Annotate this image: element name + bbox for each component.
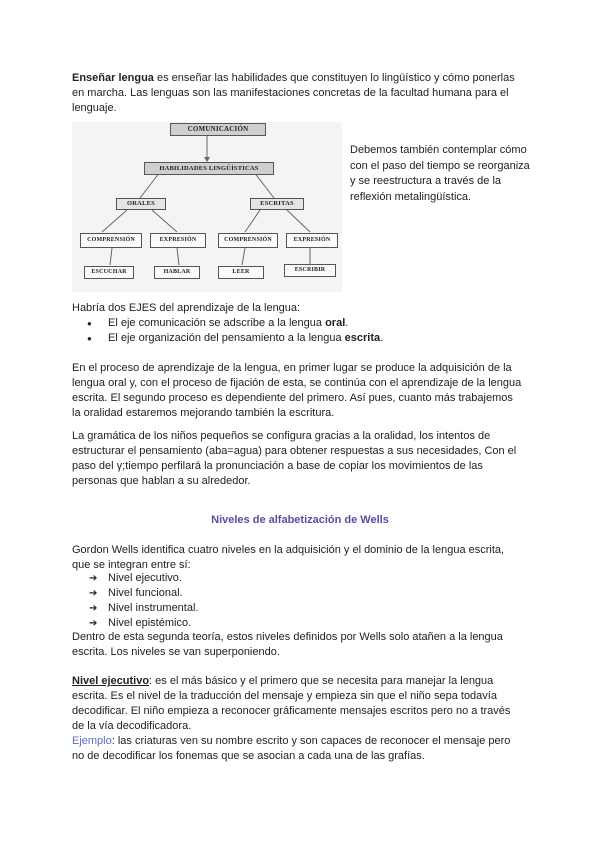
ejecutivo-paragraph: Nivel ejecutivo: es el más básico y el primero que se necesita para manejar la lengua escrita. Es el nivel de la traducción del mensaje y empieza sin que el niño sepa todavía decodificar. El niño empieza a reconocer gráficamente mensajes escritos pero no a través de la vía decodificadora. Ejemplo: las criaturas ven su nombre escrito y son capaces de reconocer el mensaje pero no de decodificar los fonemas que se asocian a cada una de las grafías. (72, 675, 511, 762)
wells-levels-list (72, 571, 198, 631)
list-item: ➔ Nivel epistémico. (72, 616, 198, 631)
intro-term: Enseñar lengua (72, 72, 154, 84)
box-expresion-escrita: EXPRESIÓN (286, 233, 338, 248)
box-hablar: HABLAR (154, 266, 200, 279)
ejecutivo-term: Nivel ejecutivo (72, 675, 150, 687)
box-habilidades: HABILIDADES LINGÜÍSTICAS (144, 162, 274, 175)
box-escribir: ESCRIBIR (284, 264, 336, 277)
intro-text: es enseñar las habilidades que constituyen lo lingüístico y cómo ponerlas en marcha. Las lenguas son las manifestaciones concretas de la facultad humana para el lenguaje. (72, 72, 515, 114)
section-heading: Niveles de alfabetización de Wells (211, 514, 389, 526)
proceso-paragraph: En el proceso de aprendizaje de la lengua, en primer lugar se produce la adquisición de la lengua oral y, con el proceso de fijación de esta, se continúa con el aprendizaje de la lengua escrita. El segundo proceso es dependiente del primero. Así pues, cuanto más trabajemos la oralidad estaremos mejorando también la escritura. (72, 362, 522, 419)
intro-paragraph (72, 71, 522, 116)
box-escuchar: ESCUCHAR (84, 266, 134, 279)
list-item: ➔ Nivel ejecutivo. (72, 571, 198, 586)
list-item: ● El eje comunicación se adscribe a la lengua oral. (72, 316, 383, 331)
box-comprension-escrita: COMPRENSIÓN (218, 233, 278, 248)
list-item: ● El eje organización del pensamiento a la lengua escrita. (72, 331, 383, 346)
box-orales: ORALES (116, 198, 166, 210)
wells-after: Dentro de esta segunda teoría, estos niveles definidos por Wells solo atañen a la lengua escrita. Los niveles se van superponiendo. (72, 631, 503, 658)
list-item: ➔ Nivel funcional. (72, 586, 198, 601)
box-leer: LEER (218, 266, 264, 279)
box-expresion-oral: EXPRESIÓN (150, 233, 206, 248)
ejes-intro: Habría dos EJES del aprendizaje de la lengua: (72, 302, 301, 314)
box-comunicacion: COMUNICACIÓN (170, 123, 266, 136)
communication-diagram (72, 122, 342, 292)
list-item: ➔ Nivel instrumental. (72, 601, 198, 616)
ejes-list (72, 316, 383, 346)
wells-intro: Gordon Wells identifica cuatro niveles en la adquisición y el dominio de la lengua escrita, que se integran entre sí: (72, 544, 505, 571)
box-escritas: ESCRITAS (250, 198, 304, 210)
box-comprension-oral: COMPRENSIÓN (80, 233, 142, 248)
gramatica-paragraph: La gramática de los niños pequeños se configura gracias a la oralidad, los intentos de estructurar el pensamiento (aba=agua) para obtener respuestas a sus necesidades, Con el paso del γ;tiempo perfilará la pronunciación a base de copiar los movimientos de las personas que hablan a su alrededor. (72, 430, 517, 487)
side-note: Debemos también contemplar cómo con el paso del tiempo se reorganiza y se reestructura a través de la reflexión metalingüística. (350, 144, 530, 203)
ejemplo-label: Ejemplo (72, 735, 112, 747)
